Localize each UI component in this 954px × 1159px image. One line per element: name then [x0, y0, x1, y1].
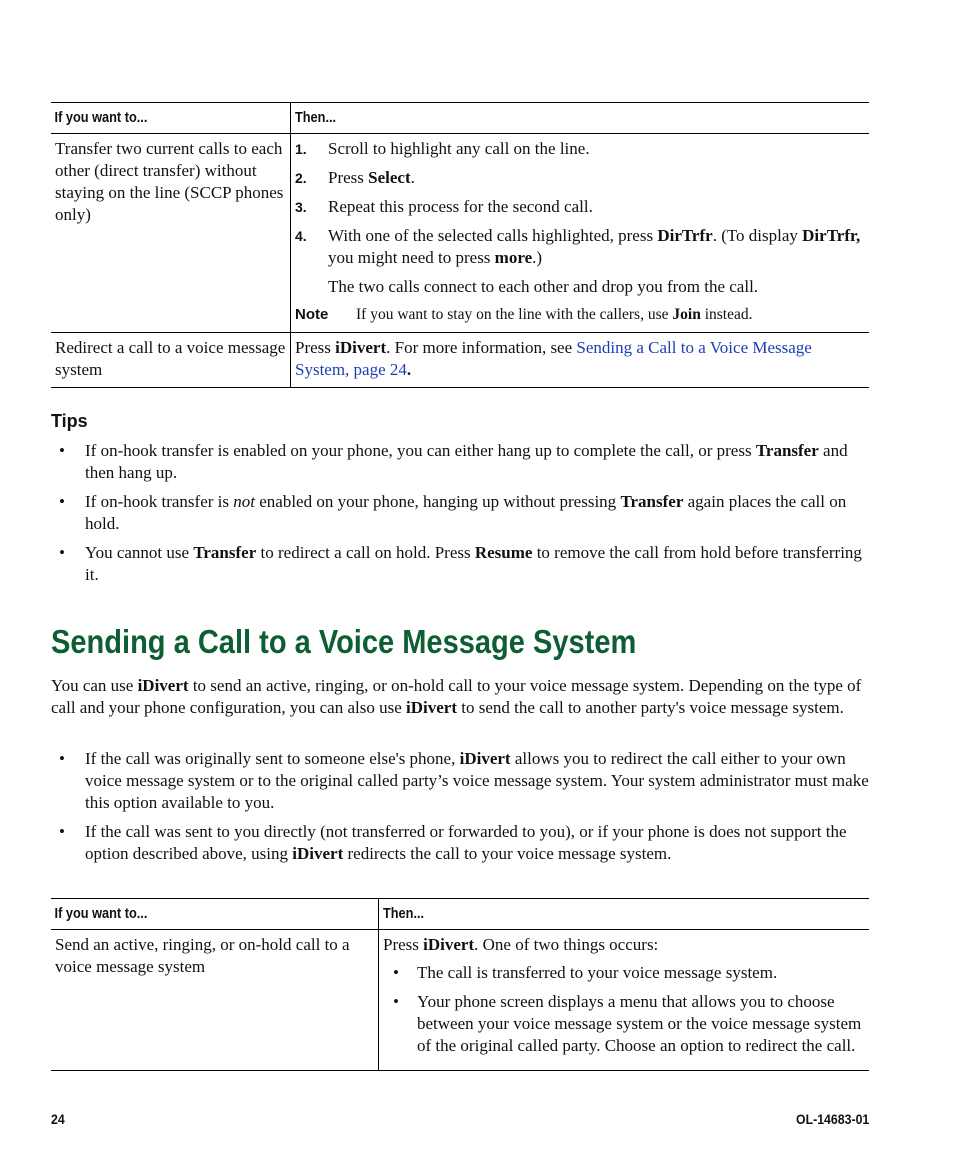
step-2: 2. Press Select.: [295, 168, 415, 187]
list-item: • Your phone screen displays a menu that allows you to choose between your voice message system or the voice message system of the original called party. Choose an option to redirect the call.: [383, 991, 865, 1057]
section-list: [51, 748, 869, 872]
step-1: 1. Scroll to highlight any call on the line.: [295, 139, 590, 158]
column-header-task: If you want to...: [51, 899, 339, 930]
table-row: [51, 930, 869, 1071]
then-cell: Press iDivert. For more information, see Sending a Call to a Voice Message System, page 24.: [291, 333, 870, 388]
page-number: 24: [51, 1111, 65, 1127]
document-id: OL-14683-01: [795, 1111, 869, 1127]
then-cell: Press iDivert. One of two things occurs: • The call is transferred to your voice message system. • Your phone screen displays a menu that allows you to choose between your voice message system or the voice message system of the original called party. Choose an option to redirect the call.: [379, 930, 870, 1071]
list-item: • If on-hook transfer is not enabled on your phone, hanging up without pressing Transfer again places the call on hold.: [51, 491, 869, 535]
table-row: [51, 134, 869, 333]
section-title: Sending a Call to a Voice Message System: [51, 623, 637, 660]
voice-message-table: [51, 898, 869, 1071]
transfer-table: [51, 102, 869, 388]
dirtrfr-softkey: DirTrfr: [657, 226, 713, 245]
table-header-row: [51, 899, 869, 930]
tips-heading: Tips: [51, 411, 88, 431]
result-text: The two calls connect to each other and drop you from the call.: [328, 277, 759, 296]
list-item: • If the call was originally sent to someone else's phone, iDivert allows you to redirect the call either to your own voice message system or to the original called party’s voice message system. Your system administrator must make this option available to you.: [51, 748, 869, 814]
idivert-softkey: iDivert: [335, 338, 387, 357]
select-softkey: Select: [368, 168, 411, 187]
list-item: • The call is transferred to your voice message system.: [383, 962, 865, 984]
tips-list: [51, 440, 869, 593]
page-footer: [51, 1108, 869, 1130]
join-softkey: Join: [672, 306, 701, 323]
note-label: Note: [295, 306, 329, 323]
table-header-row: [51, 103, 869, 134]
list-item: • If on-hook transfer is enabled on your phone, you can either hang up to complete the call, or press Transfer and then hang up.: [51, 440, 869, 484]
step-4: 4. With one of the selected calls highlighted, press DirTrfr. (To display DirTrfr, you might need to press more.): [295, 226, 861, 267]
section-cross-reference-link[interactable]: Sending a Call to a Voice Message System, page 24: [295, 338, 812, 379]
column-header-then: Then...: [291, 103, 800, 134]
note: Note If you want to stay on the line with the callers, use Join instead.: [295, 304, 865, 326]
task-cell: Transfer two current calls to each other (direct transfer) without staying on the line (SCCP phones only): [51, 134, 291, 333]
column-header-task: If you want to...: [51, 103, 262, 134]
task-cell: Send an active, ringing, or on-hold call to a voice message system: [51, 930, 379, 1071]
list-item: • If the call was sent to you directly (not transferred or forwarded to you), or if your phone is does not support the option described above, using iDivert redirects the call to your voice message system.: [51, 821, 869, 865]
list-item: • You cannot use Transfer to redirect a call on hold. Press Resume to remove the call from hold before transferring it.: [51, 542, 869, 586]
outcome-list: [383, 962, 865, 1057]
steps-cell: [291, 134, 870, 333]
more-softkey: more: [494, 248, 533, 267]
task-cell: Redirect a call to a voice message system: [51, 333, 291, 388]
section-intro: You can use iDivert to send an active, ringing, or on-hold call to your voice message system. Depending on the type of call and your phone configuration, you can also use iDivert to send the call to another party's voice message system.: [51, 676, 862, 717]
column-header-then: Then...: [379, 899, 811, 930]
table-row: [51, 333, 869, 388]
step-3: 3. Repeat this process for the second call.: [295, 197, 593, 216]
